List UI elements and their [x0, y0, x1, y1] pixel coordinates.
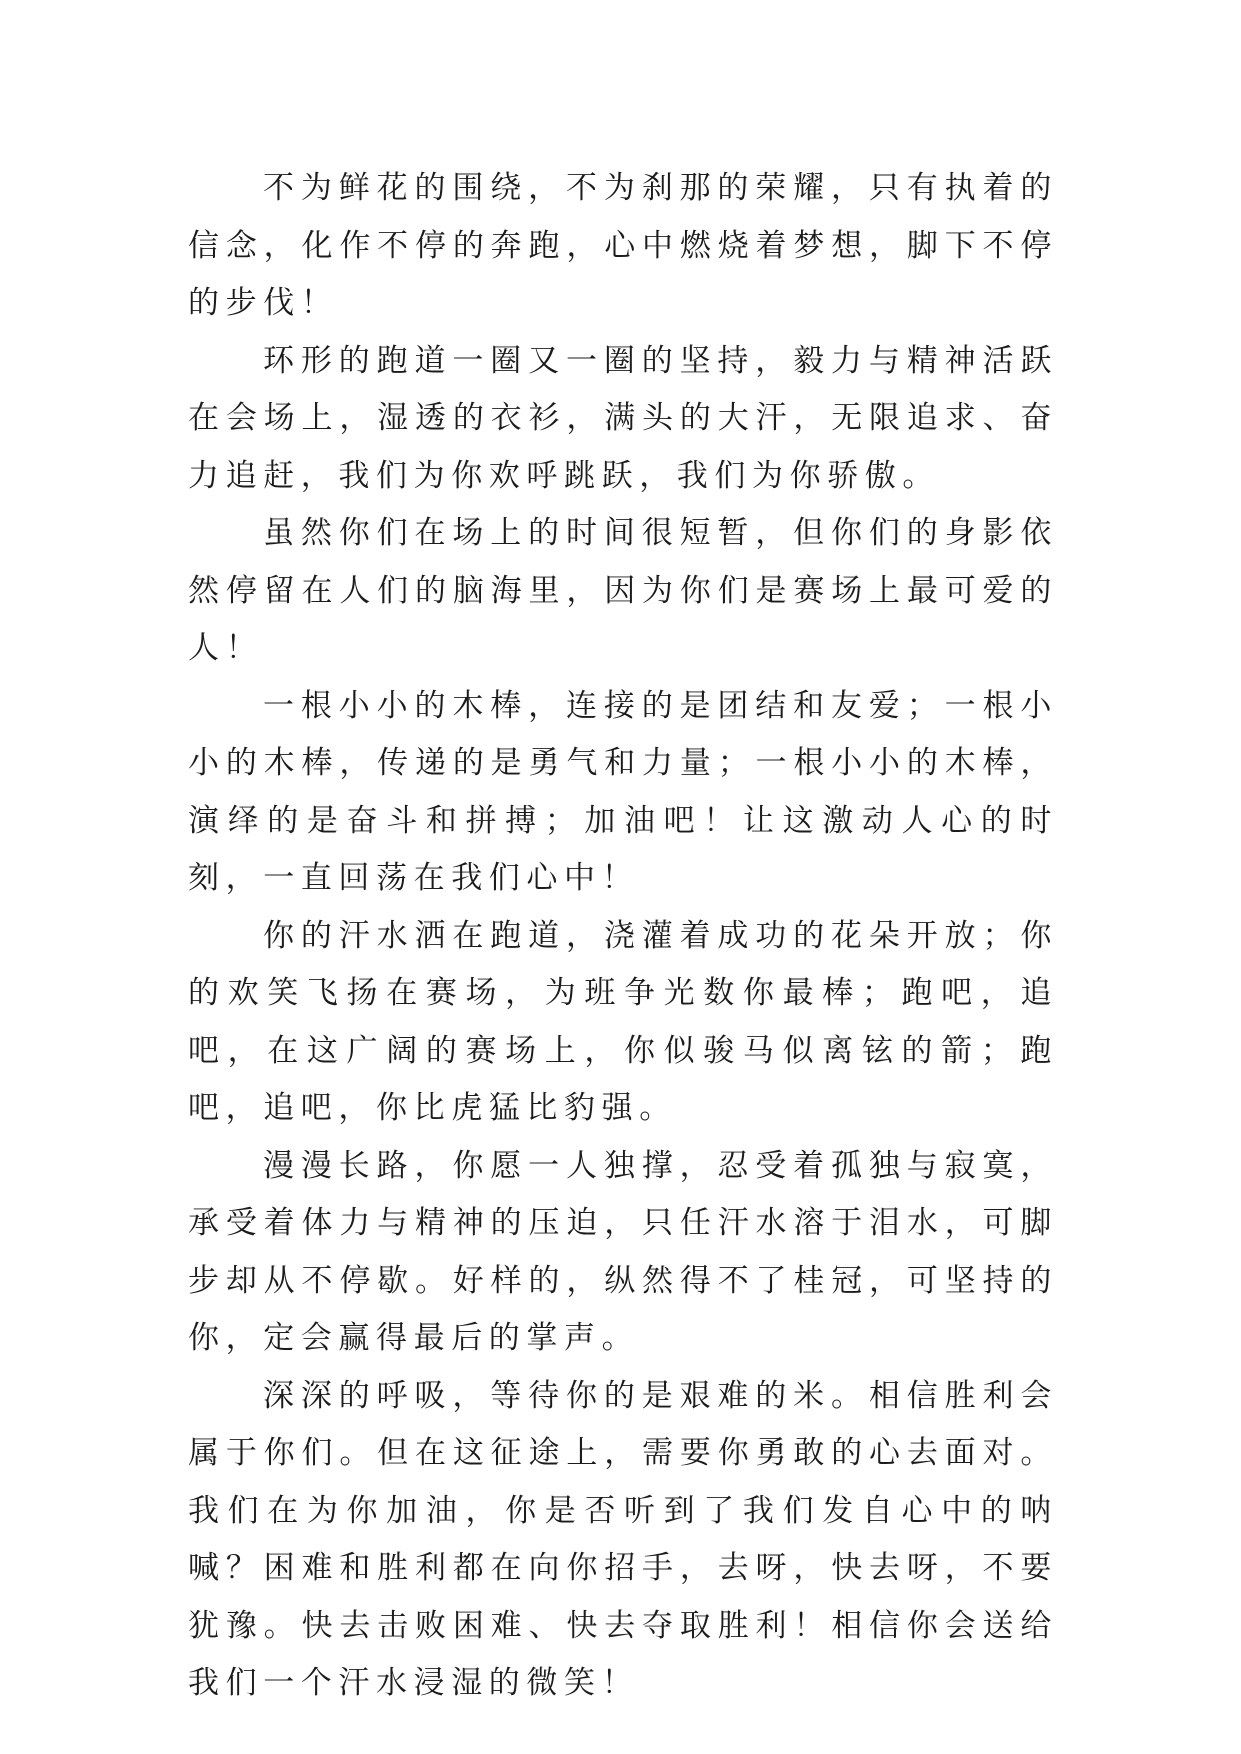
paragraph-5: 你的汗水洒在跑道，浇灌着成功的花朵开放；你的欢笑飞扬在赛场，为班争光数你最棒；跑吧，追吧，在这广阔的赛场上，你似骏马似离铉的箭；跑吧，追吧，你比虎猛比豹强。	[188, 917, 1058, 1126]
paragraph-3: 虽然你们在场上的时间很短暂，但你们的身影依然停留在人们的脑海里，因为你们是赛场上最可爱的人！	[188, 515, 1058, 666]
paragraph-7: 深深的呼吸，等待你的是艰难的米。相信胜利会属于你们。但在这征途上，需要你勇敢的心去面对。我们在为你加油，你是否听到了我们发自心中的呐喊？困难和胜利都在向你招手，去呀，快去呀，不要犹豫。快去击败困难、快去夺取胜利！相信你会送给我们一个汗水浸湿的微笑！	[188, 1377, 1058, 1701]
paragraph-6: 漫漫长路，你愿一人独撑，忍受着孤独与寂寞，承受着体力与精神的压迫，只任汗水溶于泪水，可脚步却从不停歇。好样的，纵然得不了桂冠，可坚持的你，定会赢得最后的掌声。	[188, 1147, 1058, 1356]
document-body	[188, 160, 1058, 1713]
paragraph-2: 环形的跑道一圈又一圈的坚持，毅力与精神活跃在会场上，湿透的衣衫，满头的大汗，无限追求、奋力追赶，我们为你欢呼跳跃，我们为你骄傲。	[188, 342, 1058, 494]
paragraph-1: 不为鲜花的围绕，不为刹那的荣耀，只有执着的信念，化作不停的奔跑，心中燃烧着梦想，脚下不停的步伐！	[188, 170, 1058, 321]
paragraph-4: 一根小小的木棒，连接的是团结和友爱；一根小小的木棒，传递的是勇气和力量；一根小小的木棒，演绎的是奋斗和拼搏；加油吧！让这激动人心的时刻，一直回荡在我们心中！	[188, 687, 1058, 896]
